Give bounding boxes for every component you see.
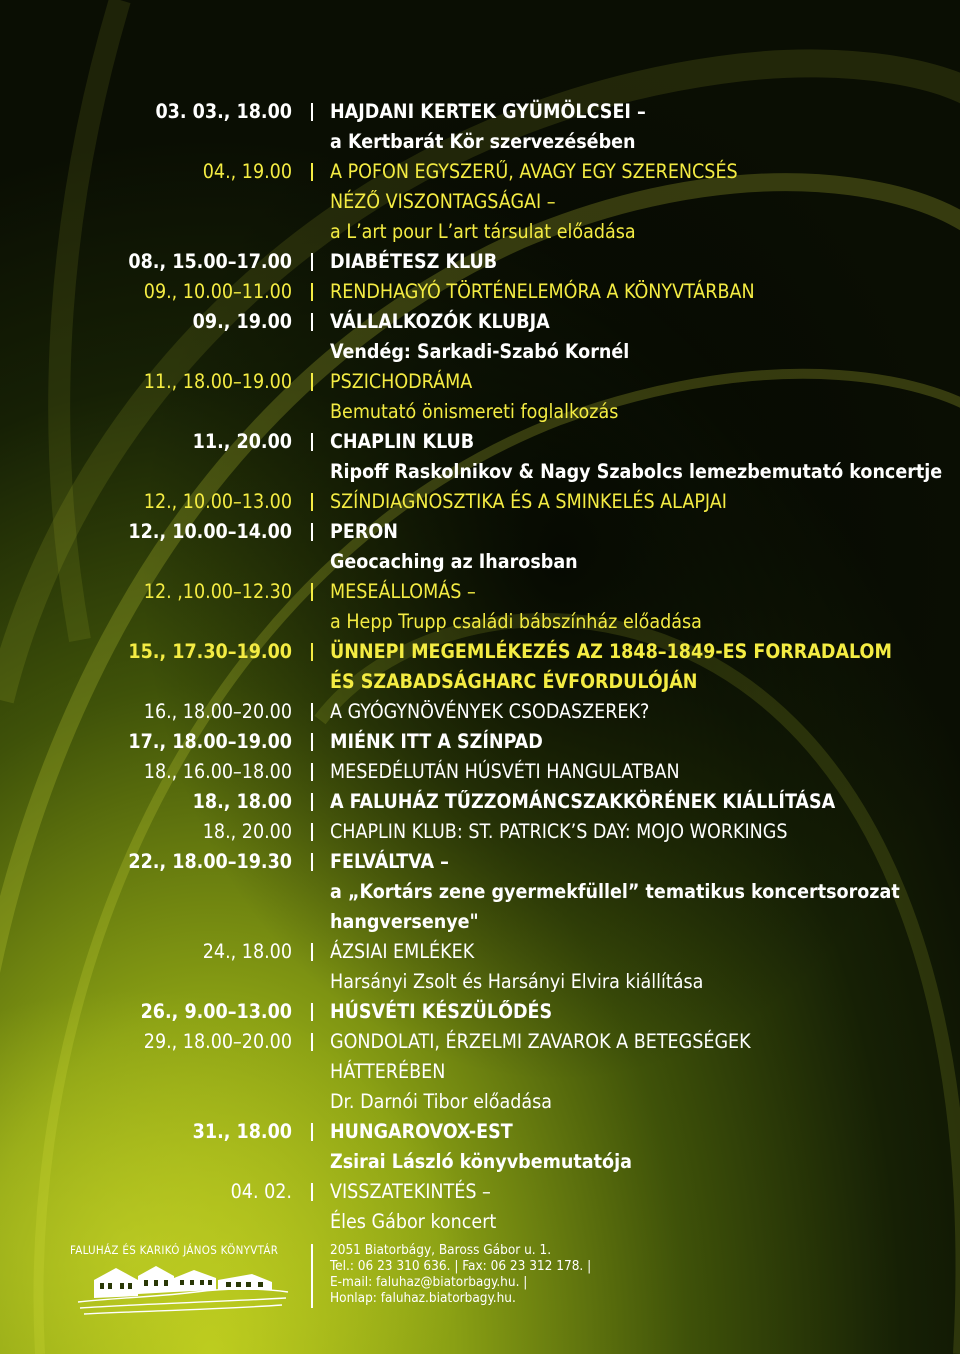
separator-bar [311,313,313,331]
event-title-cont: ÉS SZABADSÁGHARC ÉVFORDULÓJÁN [330,670,698,693]
event-date: 24., 18.00 [202,940,292,963]
event-subtitle: Ripoff Raskolnikov & Nagy Szabolcs lemezbemutató koncertje [330,460,943,483]
separator-bar [311,643,313,661]
separator-bar [311,853,313,871]
separator-bar [311,943,313,961]
separator-bar [311,763,313,781]
event-title: FELVÁLTVA – [330,850,449,873]
event-date: 12., 10.00–14.00 [128,520,292,543]
event-subtitle: a Kertbarát Kör szervezésében [330,130,636,153]
email-link[interactable]: E-mail: faluhaz@biatorbagy.hu. | [330,1274,528,1290]
event-title: MESEDÉLUTÁN HÚSVÉTI HANGULATBAN [330,760,680,783]
event-date: 11., 18.00–19.00 [143,370,292,393]
separator-bar [311,1033,313,1051]
event-subtitle: Zsirai László könyvbemutatója [330,1150,632,1173]
separator-bar [311,493,313,511]
event-subtitle: Vendég: Sarkadi-Szabó Kornél [330,340,630,363]
separator-bar [311,253,313,271]
footer-separator [311,1244,313,1308]
event-title: CHAPLIN KLUB: ST. PATRICK’S DAY: MOJO WORKINGS [330,820,788,843]
event-title: HUNGAROVOX-EST [330,1120,513,1143]
separator-bar [311,583,313,601]
event-date: 18., 18.00 [192,790,292,813]
event-title: VÁLLALKOZÓK KLUBJA [330,310,550,333]
event-subtitle: a L’art pour L’art társulat előadása [330,220,636,243]
separator-bar [311,523,313,541]
event-title: CHAPLIN KLUB [330,430,475,453]
org-name: FALUHÁZ ÉS KARIKÓ JÁNOS KÖNYVTÁR [70,1243,279,1257]
event-title: A POFON EGYSZERŰ, AVAGY EGY SZERENCSÉS [330,160,738,183]
event-title: DIABÉTESZ KLUB [330,250,498,273]
event-date: 09., 19.00 [192,310,292,333]
event-title: A GYÓGYNÖVÉNYEK CSODASZEREK? [330,700,650,723]
event-title: ÁZSIAI EMLÉKEK [330,940,475,963]
event-date: 17., 18.00–19.00 [128,730,292,753]
event-title: PERON [330,520,398,543]
event-title: SZÍNDIAGNOSZTIKA ÉS A SMINKELÉS ALAPJAI [330,490,727,513]
separator-bar [311,373,313,391]
event-title: RENDHAGYÓ TÖRTÉNELEMÓRA A KÖNYVTÁRBAN [330,280,755,303]
event-date: 09., 10.00–11.00 [143,280,292,303]
event-subtitle-cont: hangversenye" [330,910,479,933]
event-date: 29., 18.00–20.00 [143,1030,292,1053]
separator-bar [311,793,313,811]
event-date: 04., 19.00 [202,160,292,183]
event-date: 16., 18.00–20.00 [143,700,292,723]
event-date: 18., 20.00 [202,820,292,843]
event-title-cont: HÁTTERÉBEN [330,1060,446,1083]
separator-bar [311,163,313,181]
separator-bar [311,1003,313,1021]
event-title: HAJDANI KERTEK GYÜMÖLCSEI – [330,100,646,123]
event-subtitle: a „Kortárs zene gyermekfüllel” tematikus koncertsorozat [330,880,900,903]
event-title: HÚSVÉTI KÉSZÜLŐDÉS [330,1000,553,1023]
event-subtitle: Harsányi Zsolt és Harsányi Elvira kiállítása [330,970,704,993]
separator-bar [311,103,313,121]
address: 2051 Biatorbágy, Baross Gábor u. 1. [330,1242,552,1258]
event-date: 18., 16.00–18.00 [143,760,292,783]
separator-bar [311,703,313,721]
event-title: MESEÁLLOMÁS – [330,580,476,603]
separator-bar [311,433,313,451]
phone-fax: Tel.: 06 23 310 636. | Fax: 06 23 312 178. | [330,1258,592,1274]
separator-bar [311,283,313,301]
event-date: 26., 9.00–13.00 [140,1000,292,1023]
event-date: 11., 20.00 [192,430,292,453]
event-date: 22., 18.00–19.30 [128,850,292,873]
separator-bar [311,1123,313,1141]
event-title: GONDOLATI, ÉRZELMI ZAVAROK A BETEGSÉGEK [330,1030,751,1053]
event-date: 12., 10.00–13.00 [143,490,292,513]
event-subtitle: Éles Gábor koncert [330,1210,497,1233]
event-date: 04. 02. [230,1180,292,1203]
event-date: 03. 03., 18.00 [155,100,292,123]
event-date: 31., 18.00 [192,1120,292,1143]
website-link[interactable]: Honlap: faluhaz.biatorbagy.hu. [330,1290,516,1306]
event-title: A FALUHÁZ TŰZZOMÁNCSZAKKÖRÉNEK KIÁLLÍTÁSA [330,790,836,813]
event-title: PSZICHODRÁMA [330,370,473,393]
event-subtitle: Dr. Darnói Tibor előadása [330,1090,553,1113]
separator-bar [311,733,313,751]
event-subtitle: Bemutató önismereti foglalkozás [330,400,619,423]
event-title: VISSZATEKINTÉS – [330,1180,491,1203]
event-subtitle: a Hepp Trupp családi bábszínház előadása [330,610,702,633]
event-title: ÜNNEPI MEGEMLÉKEZÉS AZ 1848–1849-ES FORRADALOM [330,640,892,663]
event-title: MIÉNK ITT A SZÍNPAD [330,730,543,753]
event-subtitle: Geocaching az Iharosban [330,550,578,573]
separator-bar [311,1183,313,1201]
event-date: 15., 17.30–19.00 [128,640,292,663]
event-date: 08., 15.00–17.00 [128,250,292,273]
event-date: 12. ,10.00–12.30 [143,580,292,603]
separator-bar [311,823,313,841]
event-title-cont: NÉZŐ VISZONTAGSÁGAI – [330,190,556,213]
faluhaz-logo-icon [76,1258,290,1316]
